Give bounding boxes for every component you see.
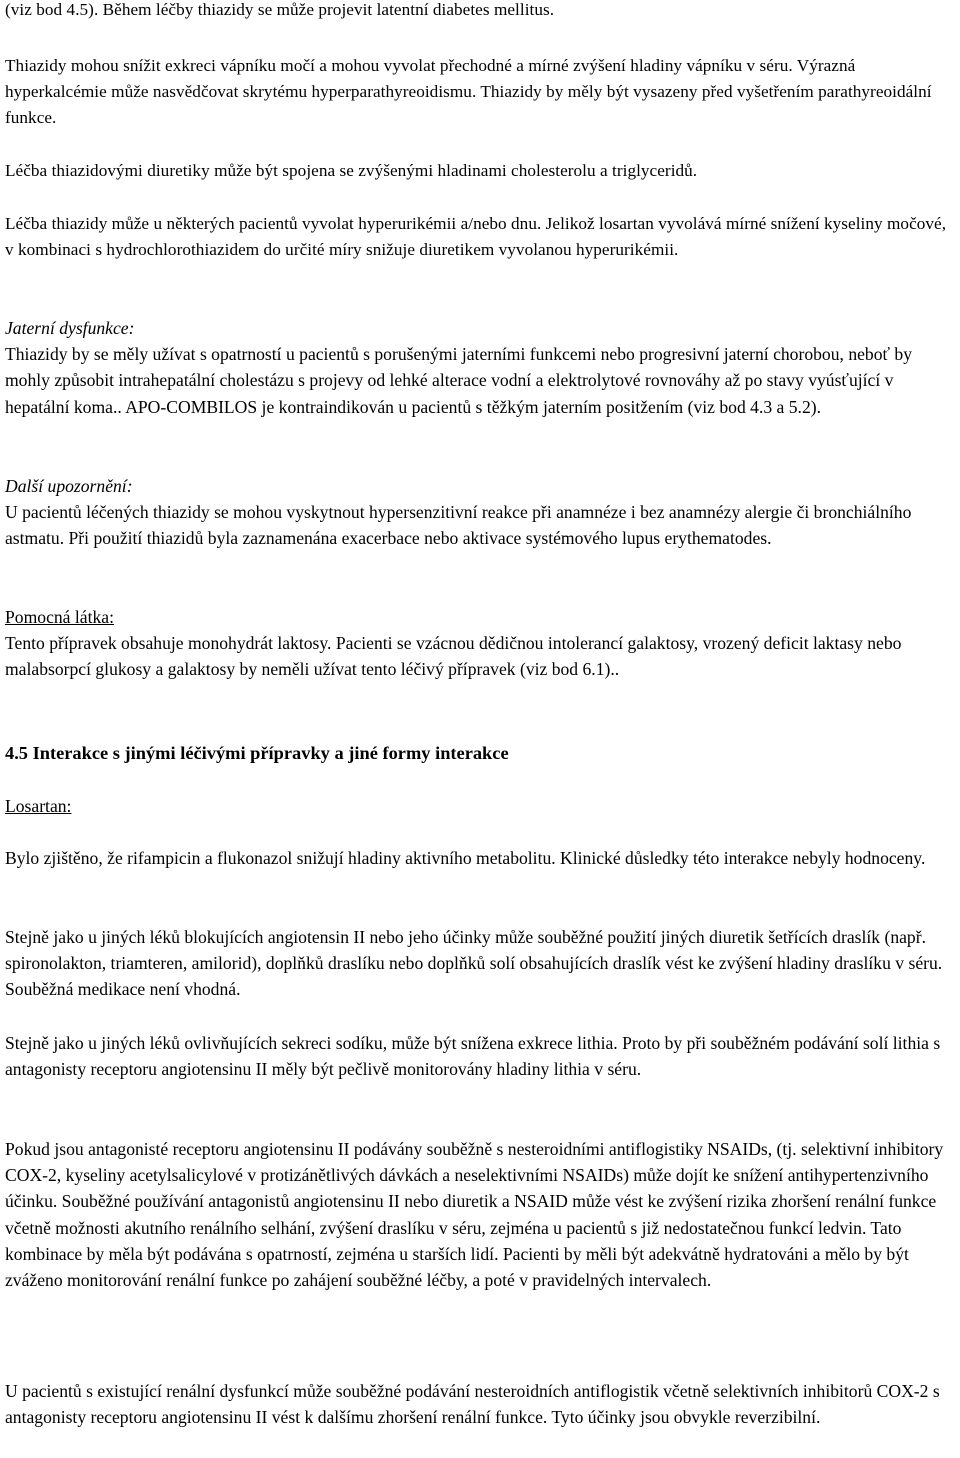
paragraph-diabetes: (viz bod 4.5). Během léčby thiazidy se může projevit latentní diabetes mellitus. [5,0,555,19]
paragraph-hyperuricemia: Léčba thiazidy může u některých pacientů vyvolat hyperurikémii a/nebo dnu. Jelikož losartan vyvolává mírné snížení kyseliny močové, v kombinaci s hydrochlorothiazidem do určité míry snižuje diuretikem vyvolanou hyperurikémii. [5,214,947,260]
section-pomocna-latka [5,604,952,683]
heading-losartan-text: Losartan: [5,796,72,816]
paragraph-renal-dysfunction: U pacientů s existující renální dysfunkcí může souběžné podávání nesteroidních antiflogistik včetně selektivních inhibitorů COX-2 s antagonisty receptoru angiotensinu II vést k dalšímu zhoršení renální funkce. Tyto účinky jsou obvykle reverzibilní. [5,1381,940,1428]
paragraph-dalsi-upozorneni: U pacientů léčených thiazidy se mohou vyskytnout hypersenzitivní reakce při anamnéze i bez anamnézy alergie či bronchiálního astmatu. Při použití thiazidů byla zaznamenána exacerbace nebo aktivace systémového lupus erythematodes. [5,502,912,549]
paragraph-rifampicin: Bylo zjištěno, že rifampicin a flukonazol snižují hladiny aktivního metabolitu. Klinické důsledky této interakce nebyly hodnoceny. [5,848,926,868]
paragraph-calcium: Thiazidy mohou snížit exkreci vápníku močí a mohou vyvolat přechodné a mírné zvýšení hladiny vápníku v séru. Výrazná hyperkalcémie může nasvědčovat skrytému hyperparathyreoidismu. Thiazidy by měly být vysazeny před vyšetřením parathyreoidální funkce. [5,56,932,128]
paragraph-jaterni-dysfunkce: Thiazidy by se měly užívat s opatrností u pacientů s porušenými jaterními funkcemi nebo progresivní jaterní chorobou, neboť by mohly způsobit intrahepatální cholestázu s projevy od lehké alterace vodní a elektrolytové rovnováhy až po stavy vyúsťující v hepatální koma.. APO-COMBILOS je kontraindikován u pacientů s těžkým jaterním positžením (viz bod 4.3 a 5.2). [5,344,913,417]
section-heading-4-5: 4.5 Interakce s jinými léčivými přípravky a jiné formy interakce [5,743,509,763]
paragraph-potassium: Stejně jako u jiných léků blokujících angiotensin II nebo jeho účinky může souběžné použití jiných diuretik šetřících draslík (např. spironolakton, triamteren, amilorid), doplňků draslíku nebo doplňků solí obsahujících draslík vést ke zvýšení hladiny draslíku v séru. Souběžná medikace není vhodná. [5,927,943,1000]
section-dalsi-upozorneni [5,473,952,552]
heading-dalsi-upozorneni: Další upozornění: [5,476,133,496]
heading-jaterni-dysfunkce: Jaterní dysfunkce: [5,318,135,338]
section-jaterni-dysfunkce [5,315,952,420]
paragraph-nsaids: Pokud jsou antagonisté receptoru angiotensinu II podávány souběžně s nesteroidními antiflogistiky NSAIDs, (tj. selektivní inhibitory COX-2, kyseliny acetylsalicylové v protizánětlivých dávkách a neselektivními NSAIDs) může dojít ke snížení antihypertenzivního účinku. Souběžné používání antagonistů angiotensinu II nebo diuretik a NSAID může vést ke zvýšení rizika zhoršení renální funkce včetně možnosti akutního renálního selhání, zvýšení draslíku v séru, zejména u pacientů s již nedostatečnou funkcí ledvin. Tato kombinace by měla být podávána s opatrností, zejména u starších lidí. Pacienti by měli být adekvátně hydratováni a mělo by být zváženo monitorování renální funkce po zahájení souběžné léčby, a poté v pravidelných intervalech. [5,1139,944,1291]
heading-pomocna-latka: Pomocná látka: [5,607,114,627]
paragraph-pomocna-latka: Tento přípravek obsahuje monohydrát laktosy. Pacienti se vzácnou dědičnou intolerancí galaktosy, vrozený deficit laktasy nebo malabsorpcí glukosy a galaktosy by neměli užívat tento léčivý přípravek (viz bod 6.1).. [5,633,902,680]
heading-losartan [5,793,952,819]
paragraph-cholesterol: Léčba thiazidovými diuretiky může být spojena se zvýšenými hladinami cholesterolu a triglyceridů. [5,161,698,180]
paragraph-lithium: Stejně jako u jiných léků ovlivňujících sekreci sodíku, může být snížena exkrece lithia. Proto by při souběžném podávání solí lithia s antagonisty receptoru angiotensinu II měly být pečlivě monitorovány hladiny lithia v séru. [5,1033,941,1080]
